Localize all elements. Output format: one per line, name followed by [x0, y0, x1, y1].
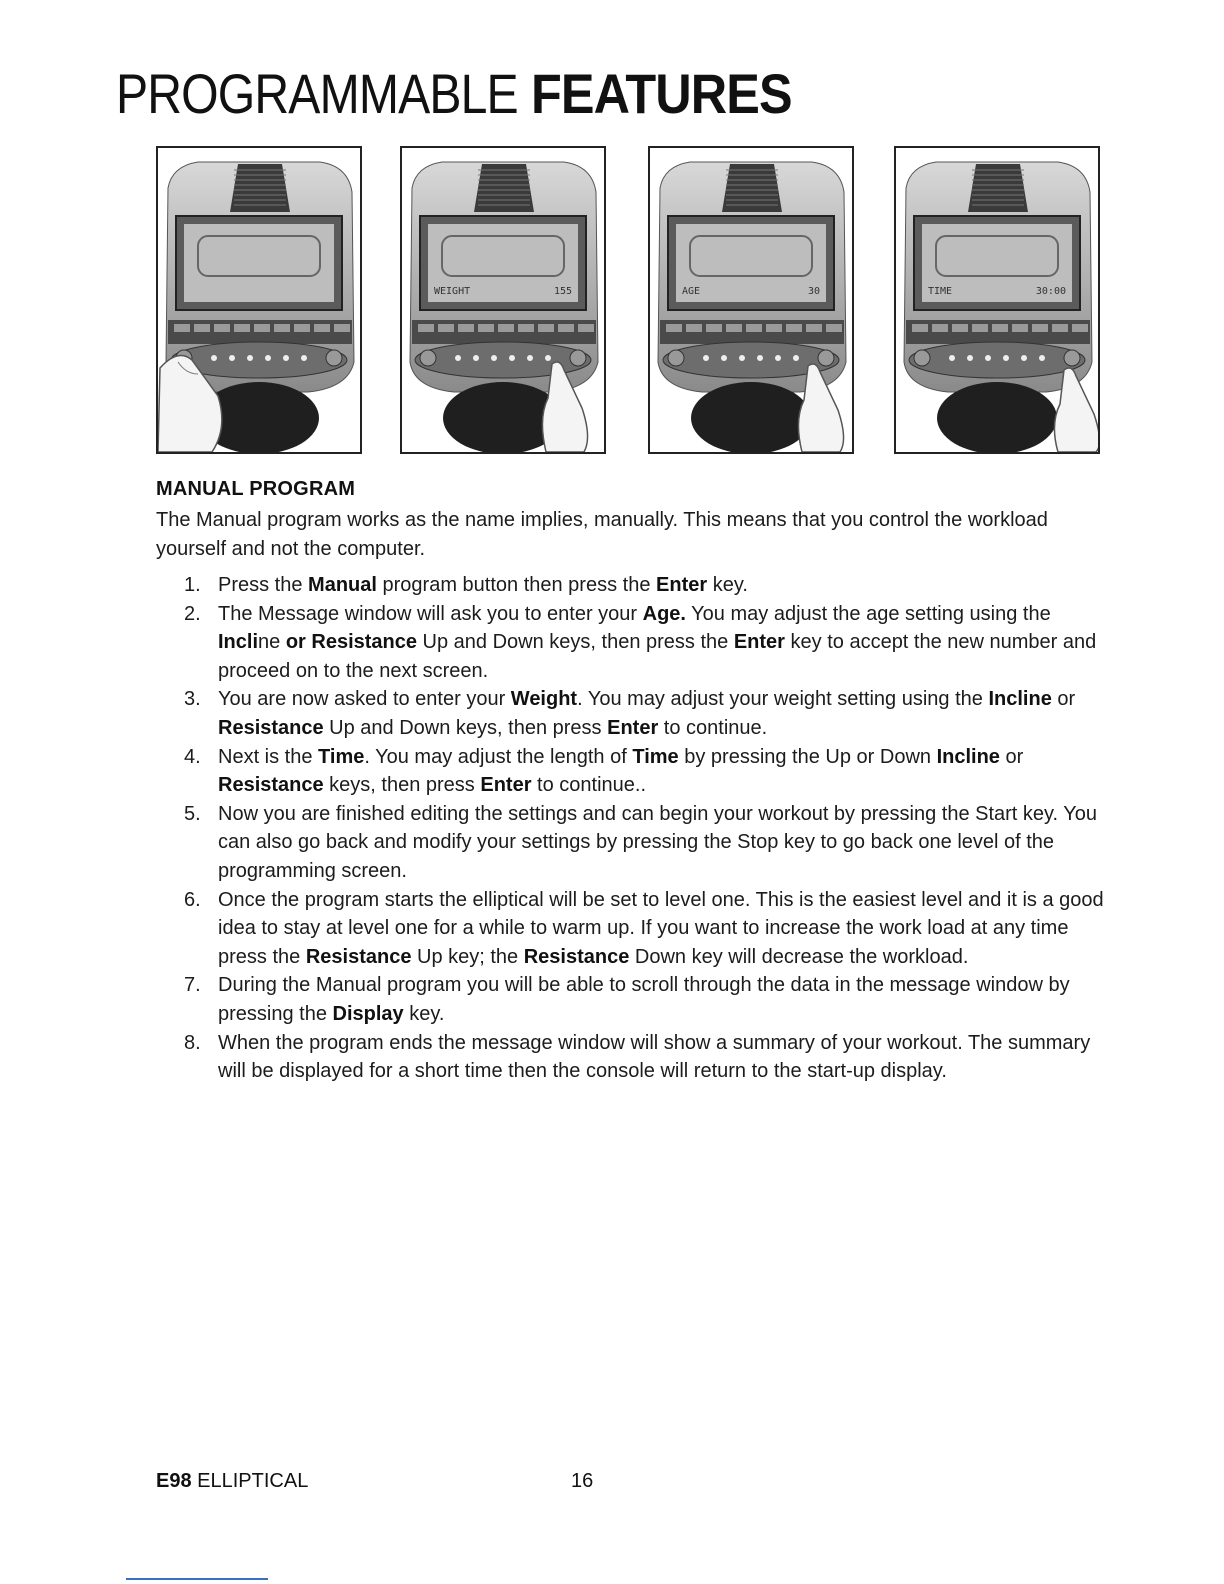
- title-light: PROGRAMMABLE: [116, 62, 518, 125]
- step-item: [180, 800, 1110, 886]
- screen-value: 30: [807, 286, 820, 297]
- pad-button: [1039, 355, 1045, 361]
- console-photo-4: [894, 146, 1100, 454]
- screen-label: TIME: [928, 286, 953, 297]
- console-illustration: [650, 148, 852, 452]
- pad-button: [247, 355, 253, 361]
- step-item: [180, 886, 1110, 972]
- arrow-button-left: [420, 350, 436, 366]
- arrow-button-left: [668, 350, 684, 366]
- step-text: or: [1051, 688, 1076, 711]
- console-key: [1052, 324, 1068, 332]
- step-keyword: Resistance: [218, 716, 324, 739]
- console-key: [498, 324, 514, 332]
- pad-button: [229, 355, 235, 361]
- screen-label: AGE: [682, 286, 701, 297]
- console-key: [912, 324, 928, 332]
- console-key: [766, 324, 782, 332]
- step-text: You are now asked to enter your: [218, 688, 511, 711]
- step-text: key.: [403, 1002, 445, 1025]
- step-text: by pressing the Up or Down: [678, 745, 937, 768]
- screen-label: WEIGHT: [434, 286, 471, 297]
- step-keyword: Enter: [607, 716, 659, 739]
- title-bold: FEATURES: [531, 62, 792, 125]
- step-text: . You may adjust your weight setting using the: [577, 688, 989, 711]
- step-number: 7.: [184, 974, 201, 997]
- intro-paragraph: The Manual program works as the name implies, manually. This means that you control the workload yourself and not the computer.: [156, 509, 1048, 560]
- console-key: [194, 324, 210, 332]
- console-key: [746, 324, 762, 332]
- step-keyword: Resistance: [218, 774, 324, 797]
- arrow-button-right: [326, 350, 342, 366]
- step-text: to continue..: [531, 774, 647, 797]
- step-keyword: Enter: [480, 774, 532, 797]
- pad-button: [1021, 355, 1027, 361]
- step-keyword: Display: [332, 1002, 404, 1025]
- pad-button: [703, 355, 709, 361]
- pad-button: [211, 355, 217, 361]
- step-number: 3.: [184, 688, 201, 711]
- console-key: [334, 324, 350, 332]
- console-key: [518, 324, 534, 332]
- step-keyword: Age.: [642, 602, 686, 625]
- step-keyword: Enter: [733, 631, 785, 654]
- step-text: or: [999, 745, 1024, 768]
- step-item: [180, 1029, 1110, 1086]
- pad-button: [1003, 355, 1009, 361]
- arrow-button-right: [570, 350, 586, 366]
- console-key: [538, 324, 554, 332]
- console-illustration: [158, 148, 360, 452]
- console-base: [691, 382, 811, 452]
- step-keyword: Time: [318, 745, 365, 768]
- pad-button: [473, 355, 479, 361]
- page-title: [116, 62, 821, 126]
- pad-button: [721, 355, 727, 361]
- footer-model: [156, 1470, 308, 1493]
- arrow-button-left: [914, 350, 930, 366]
- arrow-button-right: [1064, 350, 1080, 366]
- pad-button: [967, 355, 973, 361]
- step-text: Now you are finished editing the settings and can begin your workout by pressing the Start key. You can also go back and modify your settings by pressing the Stop key to go back one level of the programming screen.: [218, 802, 1098, 882]
- step-item: [180, 685, 1110, 742]
- pad-button: [455, 355, 461, 361]
- steps-list: [180, 571, 1110, 1086]
- pad-button: [757, 355, 763, 361]
- step-text: During the Manual program you will be able to scroll through the data in the message window by pressing the: [218, 974, 1070, 1025]
- step-text: Once the program starts the elliptical will be set to level one. This is the easiest level and it is a good idea to stay at level one for a while to warm up. If you want to increase the work load at any time press the: [218, 888, 1104, 968]
- page-number: 16: [571, 1470, 594, 1492]
- step-text: Press the: [218, 574, 309, 596]
- step-text: You may adjust the age setting using the: [685, 602, 1051, 625]
- step-keyword: Time: [632, 745, 679, 768]
- console-key: [214, 324, 230, 332]
- step-keyword: Resistance: [305, 945, 412, 968]
- pad-button: [775, 355, 781, 361]
- step-number: 4.: [184, 745, 201, 768]
- screen-value: 155: [553, 286, 572, 297]
- step-keyword: or Resistance: [285, 631, 417, 654]
- step-item: [180, 571, 1110, 600]
- console-key: [578, 324, 594, 332]
- footer-product: ELLIPTICAL: [197, 1470, 309, 1492]
- footer-model-code: E98: [156, 1470, 192, 1492]
- console-key: [666, 324, 682, 332]
- console-key: [706, 324, 722, 332]
- console-key: [1012, 324, 1028, 332]
- console-key: [786, 324, 802, 332]
- pad-button: [301, 355, 307, 361]
- console-key: [314, 324, 330, 332]
- console-photo-3: [648, 146, 854, 454]
- pad-button: [527, 355, 533, 361]
- console-key: [478, 324, 494, 332]
- console-key: [234, 324, 250, 332]
- console-key: [932, 324, 948, 332]
- step-keyword: Weight: [510, 688, 578, 711]
- step-number: 1.: [184, 574, 201, 596]
- step-number: 2.: [184, 602, 201, 625]
- pad-button: [985, 355, 991, 361]
- console-base: [937, 382, 1057, 452]
- console-key: [1032, 324, 1048, 332]
- pad-button: [545, 355, 551, 361]
- step-number: 5.: [184, 802, 201, 825]
- edge-divider: [126, 1578, 268, 1580]
- console-illustration: [402, 148, 604, 452]
- control-pad: [909, 342, 1085, 378]
- pad-button: [265, 355, 271, 361]
- step-text: The Message window will ask you to enter your: [218, 602, 643, 625]
- step-text: Up and Down keys, then press: [323, 716, 608, 739]
- console-photo-2: [400, 146, 606, 454]
- arrow-button-right: [818, 350, 834, 366]
- pad-button: [509, 355, 515, 361]
- step-keyword: Manual: [308, 574, 377, 596]
- screen-value: 30:00: [1035, 286, 1066, 297]
- step-keyword: Incli: [218, 631, 259, 654]
- step-keyword: Incline: [988, 688, 1052, 711]
- console-key: [826, 324, 842, 332]
- pad-button: [739, 355, 745, 361]
- step-keyword: Enter: [656, 574, 708, 596]
- step-text: Down key will decrease the workload.: [629, 945, 969, 968]
- console-key: [952, 324, 968, 332]
- console-key: [274, 324, 290, 332]
- pad-button: [949, 355, 955, 361]
- console-key: [458, 324, 474, 332]
- step-item: [180, 971, 1110, 1028]
- step-text: . You may adjust the length of: [364, 745, 633, 768]
- console-photo-1: [156, 146, 362, 454]
- step-number: 8.: [184, 1031, 201, 1054]
- step-number: 6.: [184, 888, 201, 911]
- step-text: key.: [707, 574, 748, 596]
- step-text: key to accept the new number and proceed on to the next screen.: [218, 631, 1097, 682]
- console-key: [686, 324, 702, 332]
- console-key: [438, 324, 454, 332]
- pad-button: [793, 355, 799, 361]
- step-text: keys, then press: [323, 774, 481, 797]
- step-text: program button then press the: [376, 574, 657, 596]
- console-key: [294, 324, 310, 332]
- pad-button: [491, 355, 497, 361]
- console-key: [972, 324, 988, 332]
- step-keyword: Resistance: [523, 945, 630, 968]
- console-key: [992, 324, 1008, 332]
- step-text: Up and Down keys, then press the: [417, 631, 734, 654]
- console-illustration: [896, 148, 1098, 452]
- step-keyword: Incline: [936, 745, 1000, 768]
- step-text: Next is the: [218, 745, 319, 768]
- section-heading: MANUAL PROGRAM: [156, 478, 356, 500]
- step-text: Up key; the: [411, 945, 524, 968]
- console-key: [558, 324, 574, 332]
- console-key: [1072, 324, 1088, 332]
- console-key: [806, 324, 822, 332]
- console-key: [254, 324, 270, 332]
- step-text: ne: [258, 631, 286, 654]
- step-item: [180, 600, 1110, 686]
- pad-button: [283, 355, 289, 361]
- step-text: to continue.: [658, 716, 768, 739]
- console-key: [726, 324, 742, 332]
- console-key: [174, 324, 190, 332]
- console-key: [418, 324, 434, 332]
- step-text: When the program ends the message window will show a summary of your workout. The summary will be displayed for a short time then the console will return to the start-up display.: [218, 1031, 1091, 1083]
- step-item: [180, 743, 1110, 800]
